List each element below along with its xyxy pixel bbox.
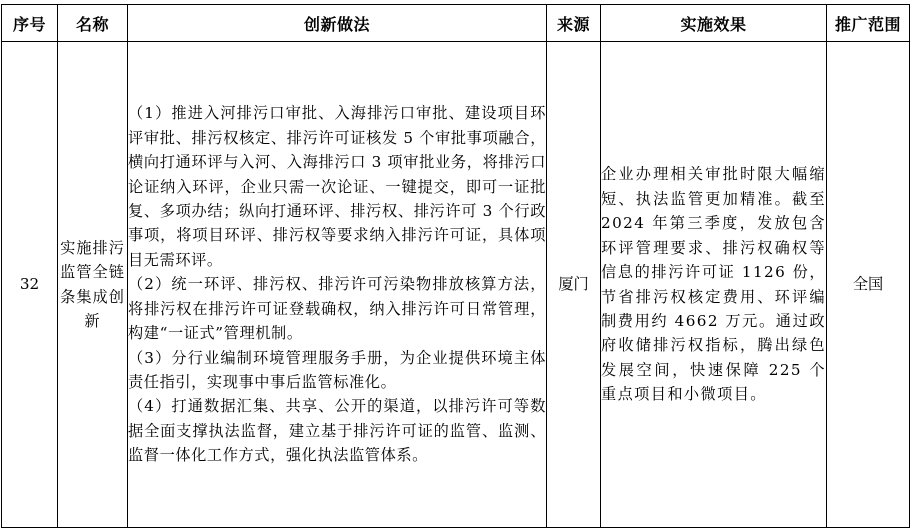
policy-table [1,4,910,528]
header-scope: 推广范围 [827,5,910,42]
header-source: 来源 [547,5,601,42]
cell-name: 实施排污监管全链条集成创新 [58,42,128,528]
table-row [2,42,910,528]
header-seq: 序号 [2,5,58,42]
method-item-4: （4）打通数据汇集、共享、公开的渠道，以排污许可等数据全面支撑执法监督，建立基于排污许可证的监管、监测、监督一体化工作方式，强化执法监管体系。 [128,397,546,465]
header-method: 创新做法 [128,5,547,42]
cell-method [128,42,547,528]
header-effect: 实施效果 [601,5,827,42]
method-item-1: （1）推进入河排污口审批、入海排污口审批、建设项目环评审批、排污权核定、排污许可证核发 5 个审批事项融合，横向打通环评与入河、入海排污口 3 项审批业务，将排污口论证纳入环评，企业只需一次论证、一键提交，即可一证批复、多项办结；纵向打通环评、排污权、排污许可 3 个行政事项，将项目环评、排污权等要求纳入排污许可证，具体项目无需环评。 [128,104,546,269]
cell-seq: 32 [2,42,58,528]
cell-effect: 企业办理相关审批时限大幅缩短、执法监管更加精准。截至 2024 年第三季度，发放包含环评管理要求、排污权确权等信息的排污许可证 1126 份，节省排污权核定费用、环评编制费用约 4662 万元。通过政府收储排污权指标，腾出绿色发展空间，快速保障 225 个重点项目和小微项目。 [601,42,827,528]
method-item-3: （3）分行业编制环境管理服务手册，为企业提供环境主体责任指引，实现事中事后监管标准化。 [128,348,546,391]
cell-source: 厦门 [547,42,601,528]
method-item-2: （2）统一环评、排污权、排污许可污染物排放核算方法，将排污权在排污许可证登载确权，纳入排污许可日常管理，构建“一证式”管理机制。 [128,275,546,343]
header-name: 名称 [58,5,128,42]
cell-scope: 全国 [827,42,910,528]
table-header-row [2,5,910,42]
